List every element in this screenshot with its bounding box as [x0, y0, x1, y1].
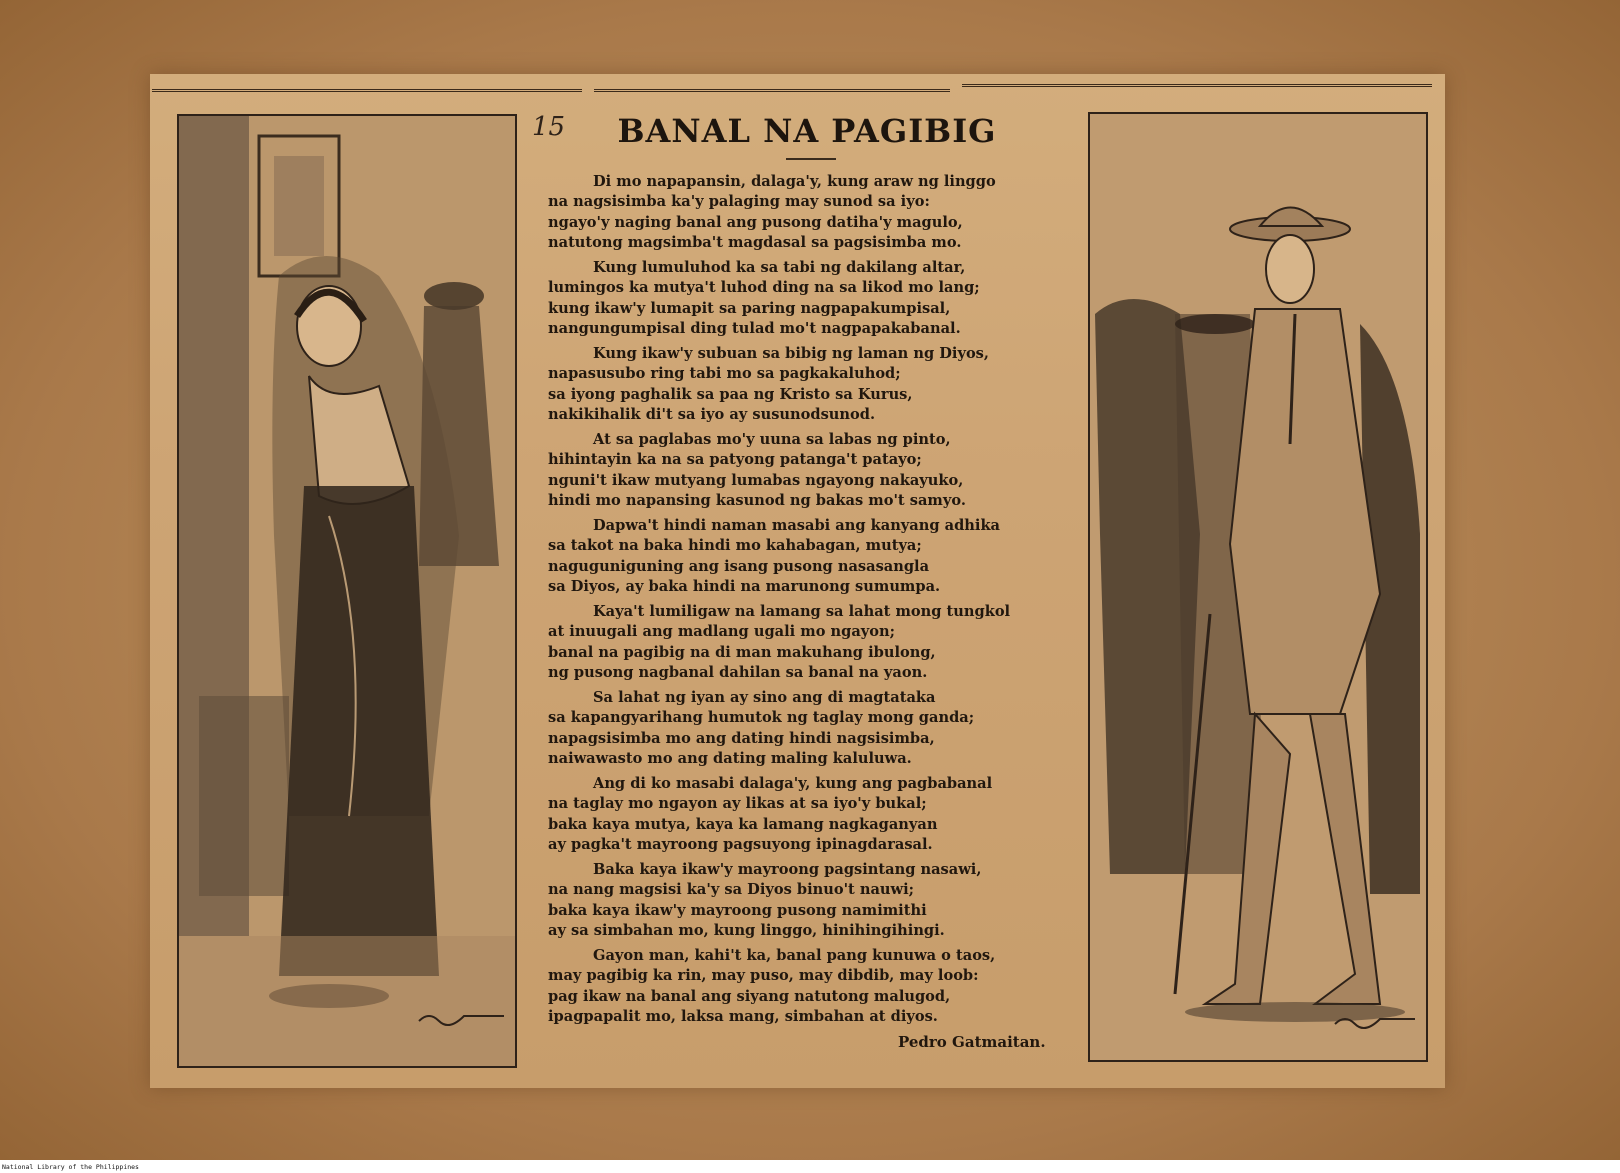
poem-line: baka kaya ikaw'y mayroong pusong namimithi	[548, 901, 927, 919]
poem-line: hihintayin ka na sa patyong patanga't patayo;	[548, 451, 922, 469]
poem-line: naguguniguning ang isang pusong nasasangla	[548, 557, 930, 575]
stanza-9	[548, 860, 1088, 942]
stanza-10	[548, 946, 1088, 1028]
poem-line: Gayon man, kahi't ka, banal pang kunuwa o taos,	[593, 947, 996, 964]
stanza-5	[548, 516, 1088, 598]
poem-line: baka kaya mutya, kaya ka lamang nagkaganyan	[548, 815, 938, 833]
stanza-1	[548, 172, 1088, 254]
poem-line: nakikihalik di't sa iyo ay susunodsunod.	[548, 406, 876, 424]
top-rule-center	[594, 89, 950, 92]
poem-line: banal na pagibig na di man makuhang ibulong,	[548, 643, 936, 661]
poem-line: ipagpapalit mo, laksa mang, simbahan at diyos.	[548, 1008, 938, 1026]
poem-line: sa kapangyarihang humutok ng taglay mong ganda;	[548, 709, 975, 727]
right-illustration	[1088, 112, 1428, 1062]
poem-line: kung ikaw'y lumapit sa paring nagpapakumpisal,	[548, 299, 951, 317]
poem-line: na nang magsisi ka'y sa Diyos binuo't nauwi;	[548, 881, 915, 899]
left-illustration	[177, 114, 517, 1068]
poem-line: sa iyong paghalik sa paa ng Kristo sa Kurus,	[548, 385, 913, 403]
poem-line: Kaya't lumiligaw na lamang sa lahat mong tungkol	[593, 603, 1011, 620]
stanza-4	[548, 430, 1088, 512]
poem-line: natutong magsimba't magdasal sa pagsisimba mo.	[548, 234, 962, 252]
poem-line: ngayo'y naging banal ang pusong datiha'y magulo,	[548, 213, 963, 231]
man-in-hat-illustration	[1090, 114, 1426, 1060]
poem-line: Baka kaya ikaw'y mayroong pagsintang nasawi,	[593, 861, 982, 878]
poem-line: Di mo napapansin, dalaga'y, kung araw ng linggo	[593, 173, 996, 190]
poem-line: hindi mo napansing kasunod ng bakas mo't samyo.	[548, 492, 966, 510]
poem-line: Ang di ko masabi dalaga'y, kung ang pagbabanal	[593, 775, 993, 792]
poem-line: at inuugali ang madlang ugali mo ngayon;	[548, 623, 896, 641]
stanza-7	[548, 688, 1088, 770]
poem-line: pag ikaw na banal ang siyang natutong malugod,	[548, 987, 951, 1005]
poem-line: Dapwa't hindi naman masabi ang kanyang adhika	[593, 517, 1001, 534]
poem-line: lumingos ka mutya't luhod ding na sa likod mo lang;	[548, 279, 980, 297]
poem-line: Sa lahat ng iyan ay sino ang di magtataka	[593, 689, 936, 706]
poem-line: may pagibig ka rin, may puso, may dibdib, may loob:	[548, 967, 979, 985]
page-number-mark: 15	[532, 112, 566, 142]
poem-line: na nagsisimba ka'y palaging may sunod sa iyo:	[548, 193, 930, 211]
title-divider	[786, 158, 836, 160]
poem-line: na taglay mo ngayon ay likas at sa iyo'y bukal;	[548, 795, 927, 813]
footer-strip	[0, 1160, 1620, 1173]
library-credit: National Library of the Philippines	[2, 1163, 139, 1171]
poem-title: BANAL NA PAGIBIG	[617, 112, 997, 150]
poem-line: nangungumpisal ding tulad mo't nagpapakabanal.	[548, 320, 961, 338]
poem-line: napasusubo ring tabi mo sa pagkakaluhod;	[548, 365, 901, 383]
stanza-3	[548, 344, 1088, 426]
woman-in-veil-illustration	[179, 116, 515, 1066]
stanza-2	[548, 258, 1088, 340]
poem-line: sa takot na baka hindi mo kahabagan, mutya;	[548, 537, 922, 555]
poem-line: naiwawasto mo ang dating maling kaluluwa.	[548, 750, 912, 768]
author-signature: Pedro Gatmaitan.	[898, 1033, 1046, 1051]
poem-line: Kung lumuluhod ka sa tabi ng dakilang altar,	[593, 259, 966, 276]
poem-line: napagsisimba mo ang dating hindi nagsisimba,	[548, 729, 935, 747]
poem-line: At sa paglabas mo'y uuna sa labas ng pinto,	[593, 431, 951, 448]
poem-line: Kung ikaw'y subuan sa bibig ng laman ng Diyos,	[593, 345, 989, 362]
stanza-8	[548, 774, 1088, 856]
poem-line: ay pagka't mayroong pagsuyong ipinagdarasal.	[548, 836, 933, 854]
poem-line: ay sa simbahan mo, kung linggo, hinihingihingi.	[548, 922, 945, 940]
poem-line: ng pusong nagbanal dahilan sa banal na yaon.	[548, 664, 928, 682]
poem-line: sa Diyos, ay baka hindi na marunong sumumpa.	[548, 578, 941, 596]
poem-line: nguni't ikaw mutyang lumabas ngayong nakayuko,	[548, 471, 964, 489]
stanza-6	[548, 602, 1088, 684]
top-rule-right	[962, 84, 1432, 87]
top-rule-left	[152, 89, 582, 92]
